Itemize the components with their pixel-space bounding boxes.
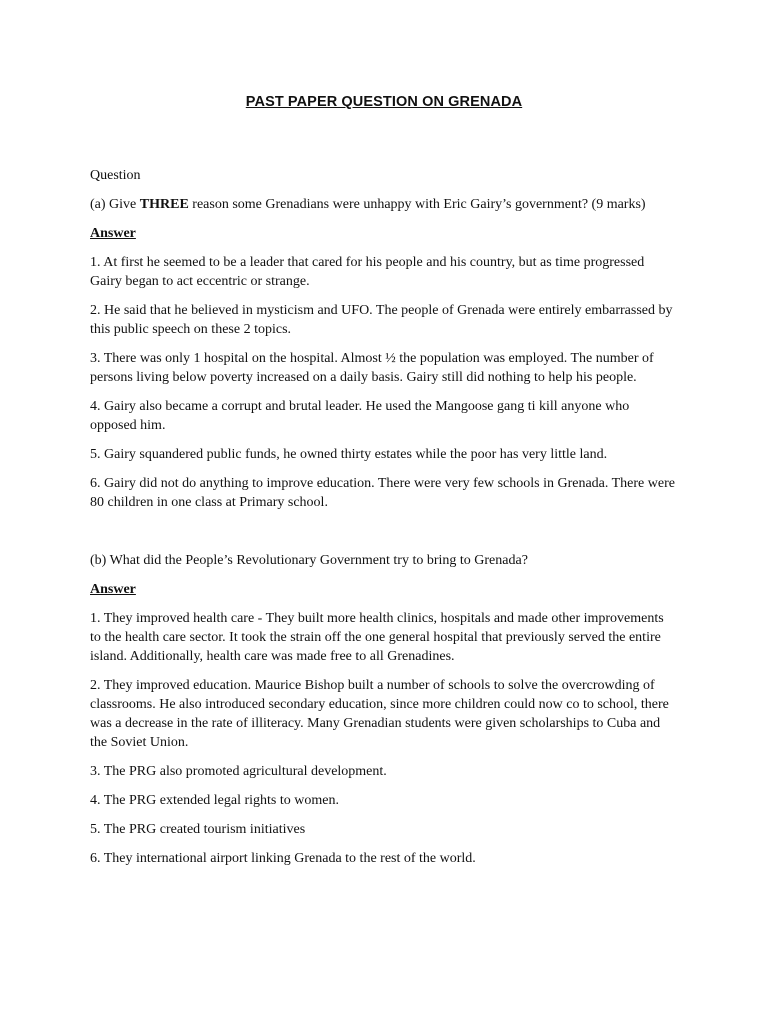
question-a [90, 195, 678, 214]
answer-a-item: 6. Gairy did not do anything to improve education. There were very few schools in Grenada. There were 80 children in one class at Primary school. [90, 476, 675, 510]
answer-b-item: 3. The PRG also promoted agricultural development. [90, 764, 387, 779]
question-a-suffix: reason some Grenadians were unhappy with Eric Gairy’s government? (9 marks) [188, 197, 646, 212]
answer-b-item: 6. They international airport linking Grenada to the rest of the world. [90, 851, 476, 866]
answer-a-item: 3. There was only 1 hospital on the hospital. Almost ½ the population was employed. The number of persons living below poverty increased on a daily basis. Gairy still did nothing to help his people. [90, 351, 654, 385]
page-title: PAST PAPER QUESTION ON GRENADA [245, 94, 523, 110]
answer-a-item: 1. At first he seemed to be a leader that cared for his people and his country, but as time progressed Gairy began to act eccentric or strange. [90, 255, 645, 289]
answer-heading-a: Answer [90, 226, 136, 241]
answer-a-item: 4. Gairy also became a corrupt and brutal leader. He used the Mangoose gang ti kill anyone who opposed him. [90, 399, 630, 433]
part-a [90, 166, 678, 512]
answer-a-item: 5. Gairy squandered public funds, he owned thirty estates while the poor has very little land. [90, 447, 608, 462]
answer-b-item: 1. They improved health care - They built more health clinics, hospitals and made other improvements to the health care sector. It took the strain off the one general hospital that previously served the entire island. Additionally, health care was made free to all Grenadines. [90, 611, 664, 664]
question-b: (b) What did the People’s Revolutionary Government try to bring to Grenada? [90, 553, 528, 568]
answer-a-item: 2. He said that he believed in mysticism and UFO. The people of Grenada were entirely embarrassed by this public speech on these 2 topics. [90, 303, 673, 337]
question-a-prefix: (a) Give [90, 197, 140, 212]
answer-heading-b: Answer [90, 582, 136, 597]
question-a-emphasis: THREE [139, 197, 189, 212]
answer-b-item: 2. They improved education. Maurice Bishop built a number of schools to solve the overcrowding of classrooms. He also introduced secondary education, since more children could now co to school, there was a decrease in the rate of illiteracy. Many Grenadian students were given scholarships to Cuba and the Soviet Union. [90, 678, 669, 750]
question-label: Question [90, 168, 141, 183]
answer-b-item: 4. The PRG extended legal rights to women. [90, 793, 339, 808]
part-b [90, 551, 678, 868]
answer-b-item: 5. The PRG created tourism initiatives [90, 822, 306, 837]
